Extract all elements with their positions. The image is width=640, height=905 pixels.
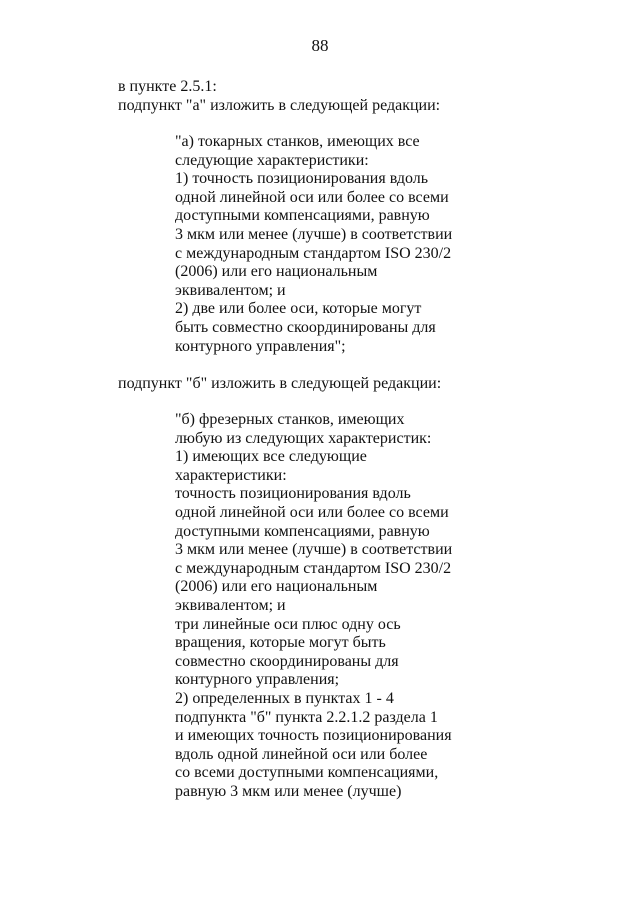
quote-b-line: и имеющих точность позиционирования (175, 727, 452, 745)
intro-line-2: подпункт "а" изложить в следующей редакции: (118, 97, 441, 114)
quote-a-line: 3 мкм или менее (лучше) в соответствии (175, 225, 453, 243)
quote-b-line: (2006) или его национальным (175, 578, 378, 596)
quote-a-line: "а) токарных станков, имеющих все (175, 133, 420, 150)
quote-a-line: эквивалентом; и (175, 281, 286, 299)
quote-b-line: с международным стандартом ISO 230/2 (175, 559, 452, 577)
quote-b-line: равную 3 мкм или менее (лучше) (175, 782, 402, 800)
quote-b-line: вдоль одной линейной оси или более (175, 745, 428, 763)
quote-a-line: 1) точность позиционирования вдоль (175, 170, 429, 188)
quote-b-line: "б) фрезерных станков, имеющих (175, 411, 405, 428)
quote-a-block (175, 133, 452, 356)
quote-b-line: три линейные оси плюс одну ось (175, 615, 401, 633)
quote-b-line: контурного управления; (175, 671, 340, 689)
quote-b-line: 3 мкм или менее (лучше) в соответствии (175, 541, 453, 559)
quote-b-line: 2) определенных в пунктах 1 - 4 (175, 689, 394, 707)
quote-b-line: характеристики: (175, 466, 287, 484)
quote-a-line: (2006) или его национальным (175, 263, 378, 281)
quote-b-line: эквивалентом; и (175, 596, 286, 614)
quote-a-line: быть совместно скоординированы для (175, 318, 436, 336)
quote-b-line: вращения, которые могут быть (175, 634, 386, 652)
quote-b-line: со всеми доступными компенсациями, (175, 764, 439, 782)
quote-a-line: с международным стандартом ISO 230/2 (175, 244, 452, 262)
quote-b-line: совместно скоординированы для (175, 652, 399, 670)
quote-a-line: контурного управления"; (175, 337, 346, 355)
page-number: 88 (311, 36, 329, 55)
quote-a-line: одной линейной оси или более со всеми (175, 188, 449, 206)
quote-b-block (175, 411, 452, 801)
quote-a-line: следующие характеристики: (175, 151, 369, 169)
quote-b-line: одной линейной оси или более со всеми (175, 503, 449, 521)
quote-b-line: точность позиционирования вдоль (175, 485, 411, 503)
intro-line-1: в пункте 2.5.1: (118, 78, 217, 95)
quote-a-line: 2) две или более оси, которые могут (175, 300, 422, 318)
quote-b-line: 1) имеющих все следующие (175, 448, 367, 466)
quote-b-line: доступными компенсациями, равную (175, 522, 430, 540)
quote-a-line: доступными компенсациями, равную (175, 207, 430, 225)
quote-b-line: подпункта "б" пункта 2.2.1.2 раздела 1 (175, 708, 438, 726)
quote-b-line: любую из следующих характеристик: (175, 429, 432, 447)
subpoint-b-heading: подпункт "б" изложить в следующей редакции: (118, 375, 442, 392)
